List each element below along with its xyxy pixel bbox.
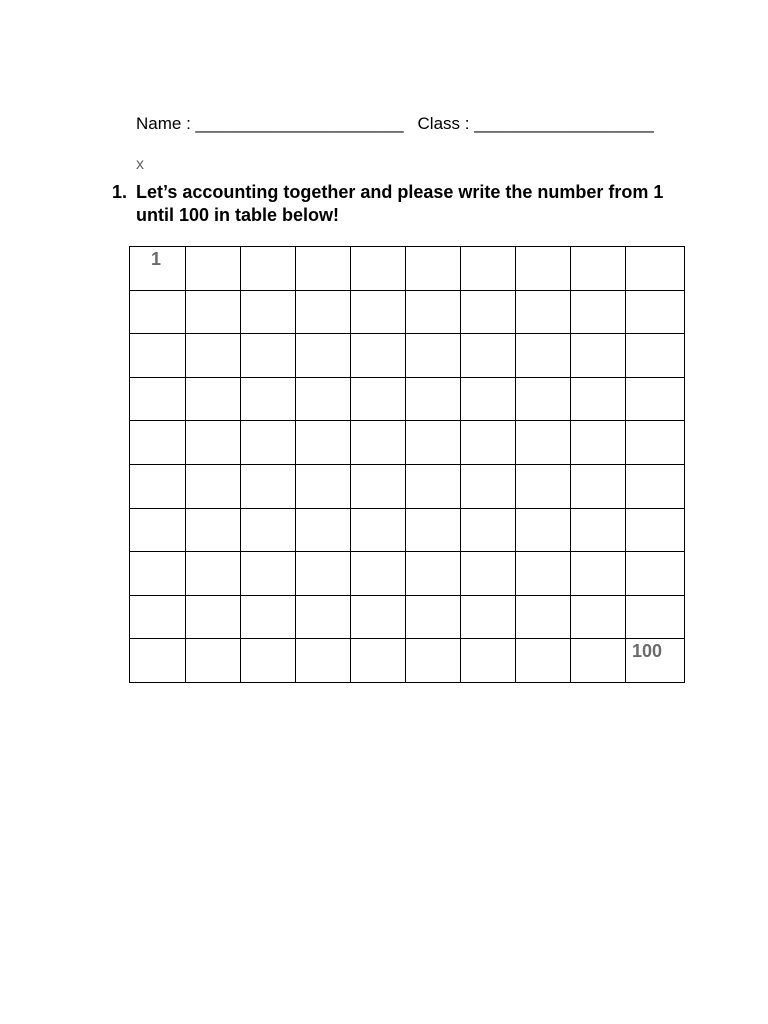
grid-cell[interactable] xyxy=(516,552,571,596)
grid-row xyxy=(130,464,685,508)
grid-cell[interactable] xyxy=(186,290,241,334)
grid-row xyxy=(130,247,685,291)
grid-cell[interactable] xyxy=(571,552,626,596)
grid-cell[interactable] xyxy=(461,552,516,596)
class-field-label: Class : ___________________ xyxy=(417,114,654,133)
grid-cell[interactable] xyxy=(186,552,241,596)
grid-cell[interactable] xyxy=(296,421,351,465)
grid-last-value: 100 xyxy=(632,641,663,662)
grid-cell[interactable] xyxy=(130,508,186,552)
grid-row xyxy=(130,595,685,639)
grid-cell[interactable] xyxy=(461,290,516,334)
grid-cell[interactable] xyxy=(130,334,186,378)
grid-cell[interactable] xyxy=(130,247,186,291)
grid-cell[interactable] xyxy=(406,508,461,552)
grid-cell[interactable] xyxy=(516,421,571,465)
grid-cell[interactable] xyxy=(516,247,571,291)
question-text: Let’s accounting together and please write the number from 1 until 100 in table below! xyxy=(136,182,664,225)
grid-cell[interactable] xyxy=(571,639,626,683)
grid-cell[interactable] xyxy=(296,377,351,421)
grid-cell[interactable] xyxy=(186,639,241,683)
grid-cell[interactable] xyxy=(296,334,351,378)
grid-cell[interactable] xyxy=(241,421,296,465)
grid-cell[interactable] xyxy=(241,290,296,334)
grid-cell[interactable] xyxy=(516,377,571,421)
grid-cell[interactable] xyxy=(241,464,296,508)
grid-cell[interactable] xyxy=(571,595,626,639)
grid-cell[interactable] xyxy=(406,377,461,421)
grid-cell[interactable] xyxy=(571,508,626,552)
grid-cell[interactable] xyxy=(516,595,571,639)
grid-cell[interactable] xyxy=(626,639,685,683)
grid-cell[interactable] xyxy=(241,377,296,421)
grid-cell[interactable] xyxy=(296,290,351,334)
grid-cell[interactable] xyxy=(516,508,571,552)
grid-cell[interactable] xyxy=(186,595,241,639)
stray-mark: x xyxy=(136,156,144,173)
grid-cell[interactable] xyxy=(406,334,461,378)
grid-cell[interactable] xyxy=(241,595,296,639)
grid-row xyxy=(130,552,685,596)
grid-cell[interactable] xyxy=(406,247,461,291)
grid-row xyxy=(130,508,685,552)
grid-cell[interactable] xyxy=(130,377,186,421)
grid-row xyxy=(130,290,685,334)
grid-row xyxy=(130,334,685,378)
question-1 xyxy=(112,181,692,227)
grid-row xyxy=(130,377,685,421)
grid-cell[interactable] xyxy=(130,552,186,596)
grid-cell[interactable] xyxy=(571,421,626,465)
grid-cell[interactable] xyxy=(516,334,571,378)
grid-cell[interactable] xyxy=(516,464,571,508)
grid-cell[interactable] xyxy=(241,508,296,552)
grid-cell[interactable] xyxy=(351,377,406,421)
grid-cell[interactable] xyxy=(571,247,626,291)
grid-cell[interactable] xyxy=(461,377,516,421)
grid-row xyxy=(130,421,685,465)
grid-cell[interactable] xyxy=(626,377,685,421)
grid-cell[interactable] xyxy=(626,421,685,465)
grid-cell[interactable] xyxy=(296,247,351,291)
grid-cell[interactable] xyxy=(241,552,296,596)
grid-cell[interactable] xyxy=(626,464,685,508)
grid-cell[interactable] xyxy=(351,639,406,683)
grid-cell[interactable] xyxy=(406,290,461,334)
grid-cell[interactable] xyxy=(406,464,461,508)
grid-cell[interactable] xyxy=(461,334,516,378)
grid-cell[interactable] xyxy=(626,290,685,334)
grid-cell[interactable] xyxy=(351,247,406,291)
grid-cell[interactable] xyxy=(461,595,516,639)
grid-cell[interactable] xyxy=(571,334,626,378)
grid-cell[interactable] xyxy=(296,639,351,683)
grid-cell[interactable] xyxy=(626,508,685,552)
grid-cell[interactable] xyxy=(626,334,685,378)
grid-cell[interactable] xyxy=(130,290,186,334)
question-number: 1. xyxy=(112,182,128,202)
grid-cell[interactable] xyxy=(461,247,516,291)
grid-cell[interactable] xyxy=(406,552,461,596)
grid-cell[interactable] xyxy=(351,464,406,508)
grid-cell[interactable] xyxy=(351,508,406,552)
grid-cell[interactable] xyxy=(241,639,296,683)
grid-cell[interactable] xyxy=(186,247,241,291)
grid-cell[interactable] xyxy=(130,595,186,639)
grid-cell[interactable] xyxy=(516,290,571,334)
grid-cell[interactable] xyxy=(296,552,351,596)
grid-cell[interactable] xyxy=(461,421,516,465)
grid-cell[interactable] xyxy=(626,247,685,291)
grid-cell[interactable] xyxy=(241,334,296,378)
grid-cell[interactable] xyxy=(130,464,186,508)
grid-cell[interactable] xyxy=(186,464,241,508)
grid-cell[interactable] xyxy=(461,639,516,683)
name-field-label: Name : ______________________ xyxy=(136,114,404,133)
grid-cell[interactable] xyxy=(516,639,571,683)
grid-cell[interactable] xyxy=(186,377,241,421)
grid-cell[interactable] xyxy=(130,421,186,465)
grid-cell[interactable] xyxy=(571,377,626,421)
grid-cell[interactable] xyxy=(351,421,406,465)
grid-cell[interactable] xyxy=(296,508,351,552)
grid-cell[interactable] xyxy=(296,464,351,508)
grid-cell[interactable] xyxy=(186,421,241,465)
grid-cell[interactable] xyxy=(186,508,241,552)
grid-cell[interactable] xyxy=(241,247,296,291)
grid-cell[interactable] xyxy=(130,639,186,683)
grid-first-value: 1 xyxy=(151,249,162,269)
grid-cell[interactable] xyxy=(461,508,516,552)
grid-cell[interactable] xyxy=(626,552,685,596)
grid-cell[interactable] xyxy=(351,334,406,378)
grid-cell[interactable] xyxy=(351,595,406,639)
grid-cell[interactable] xyxy=(406,639,461,683)
grid-cell[interactable] xyxy=(351,552,406,596)
grid-cell[interactable] xyxy=(296,595,351,639)
grid-cell[interactable] xyxy=(351,290,406,334)
grid-cell[interactable] xyxy=(406,421,461,465)
number-grid-table xyxy=(129,246,685,683)
grid-cell[interactable] xyxy=(406,595,461,639)
grid-cell[interactable] xyxy=(571,290,626,334)
grid-cell[interactable] xyxy=(461,464,516,508)
student-info-line xyxy=(136,114,654,134)
grid-cell[interactable] xyxy=(186,334,241,378)
grid-row xyxy=(130,639,685,683)
grid-cell[interactable] xyxy=(626,595,685,639)
grid-cell[interactable] xyxy=(571,464,626,508)
